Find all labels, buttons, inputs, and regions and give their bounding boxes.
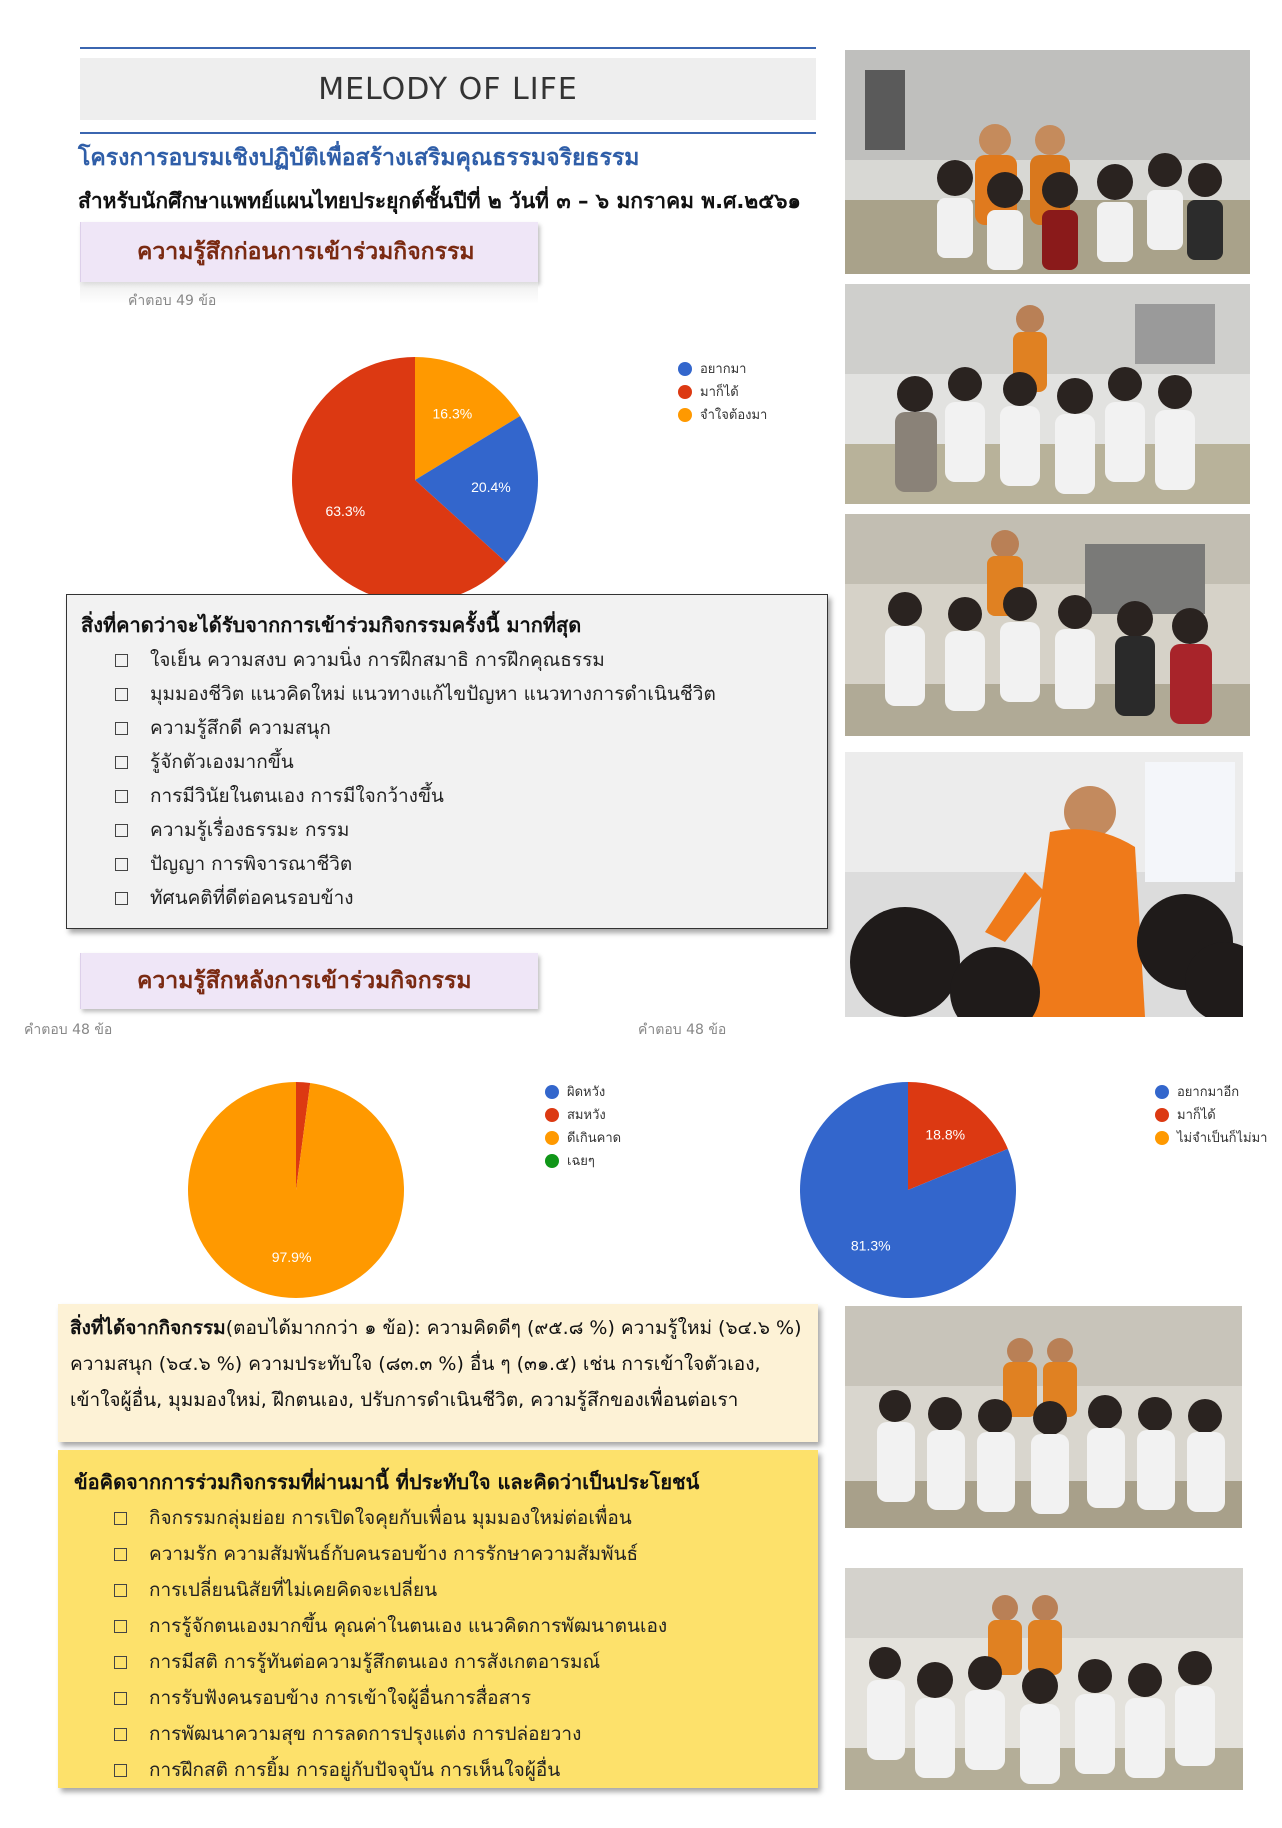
legend-label: มาก็ได้	[700, 385, 739, 400]
expectation-item	[115, 711, 716, 745]
legend-item	[678, 403, 767, 426]
monk-teaching-photo	[845, 752, 1243, 1017]
project-subtitle: สำหรับนักศึกษาแพทย์แผนไทยประยุกต์ชั้นปีที่ ๒ วันที่ ๓ – ๖ มกราคม พ.ศ.๒๕๖๑	[78, 189, 801, 213]
checkbox-bullet-icon	[115, 790, 128, 803]
group-photo-5-image	[845, 1306, 1242, 1528]
after-satisfaction-legend	[545, 1080, 621, 1172]
legend-item	[1155, 1080, 1267, 1103]
before-legend	[678, 357, 767, 426]
expectation-item	[115, 881, 716, 915]
legend-item	[1155, 1126, 1267, 1149]
legend-label: สมหวัง	[567, 1108, 606, 1123]
idea-item	[114, 1716, 667, 1752]
group-photo-5	[845, 1306, 1242, 1528]
legend-label: มาก็ได้	[1177, 1108, 1216, 1123]
expectation-item	[115, 745, 716, 779]
group-photo-6	[845, 1568, 1243, 1790]
pie-value-label: 81.3%	[850, 1237, 891, 1254]
after-return-pie-chart	[798, 1080, 1018, 1300]
expectation-item-text: มุมมองชีวิต แนวคิดใหม่ แนวทางแก้ไขปัญหา แนวทางการดำเนินชีวิต	[150, 683, 716, 705]
expectation-item	[115, 813, 716, 847]
checkbox-bullet-icon	[114, 1764, 127, 1777]
legend-swatch-icon	[545, 1131, 559, 1145]
gained-line-1-text: (ตอบได้มากกว่า ๑ ข้อ): ความคิดดีๆ (๙๕.๘ %) ความรู้ใหม่ (๖๔.๖ %)	[225, 1317, 802, 1339]
legend-swatch-icon	[1155, 1131, 1169, 1145]
legend-label: ผิดหวัง	[567, 1085, 606, 1100]
expectation-item-text: ใจเย็น ความสงบ ความนิ่ง การฝึกสมาธิ การฝึกคุณธรรม	[150, 649, 605, 671]
idea-item-text: การรู้จักตนเองมากขึ้น คุณค่าในตนเอง แนวคิดการพัฒนาตนเอง	[149, 1615, 668, 1637]
legend-label: อยากมาอีก	[1177, 1085, 1240, 1100]
before-response-count: คำตอบ 49 ข้อ	[128, 293, 217, 309]
checkbox-bullet-icon	[114, 1548, 127, 1561]
legend-item	[545, 1080, 621, 1103]
checkbox-bullet-icon	[114, 1620, 127, 1633]
checkbox-bullet-icon	[114, 1692, 127, 1705]
idea-item	[114, 1500, 667, 1536]
expectation-item-text: รู้จักตัวเองมากขึ้น	[150, 751, 294, 773]
pie-value-label: 63.3%	[325, 502, 366, 519]
legend-item	[545, 1149, 621, 1172]
expectation-title: สิ่งที่คาดว่าจะได้รับจากการเข้าร่วมกิจกรรมครั้งนี้ มากที่สุด	[81, 613, 582, 637]
checkbox-bullet-icon	[114, 1656, 127, 1669]
expectation-box	[66, 594, 828, 929]
checkbox-bullet-icon	[115, 824, 128, 837]
legend-swatch-icon	[1155, 1085, 1169, 1099]
checkbox-bullet-icon	[114, 1584, 127, 1597]
checkbox-bullet-icon	[115, 654, 128, 667]
expectation-item	[115, 847, 716, 881]
checkbox-bullet-icon	[114, 1728, 127, 1741]
idea-item	[114, 1572, 667, 1608]
after-satisfaction-pie-chart	[186, 1080, 406, 1300]
group-photo-2	[845, 284, 1250, 504]
checkbox-bullet-icon	[115, 892, 128, 905]
idea-item-text: กิจกรรมกลุ่มย่อย การเปิดใจคุยกับเพื่อน มุมมองใหม่ต่อเพื่อน	[149, 1507, 632, 1529]
ideas-list	[114, 1500, 667, 1788]
checkbox-bullet-icon	[114, 1512, 127, 1525]
expectation-item-text: ปัญญา การพิจารณาชีวิต	[150, 853, 353, 875]
expectation-item-text: การมีวินัยในตนเอง การมีใจกว้างขึ้น	[150, 785, 444, 807]
checkbox-bullet-icon	[115, 756, 128, 769]
expectation-list	[115, 643, 716, 915]
legend-label: เฉยๆ	[567, 1154, 595, 1169]
before-pie-chart	[290, 355, 540, 605]
group-photo-3-image	[845, 514, 1250, 736]
legend-swatch-icon	[1155, 1108, 1169, 1122]
gained-line-2: ความสนุก (๖๔.๖ %) ความประทับใจ (๘๓.๓ %) อื่น ๆ (๓๑.๕) เช่น การเข้าใจตัวเอง,	[70, 1353, 761, 1375]
expectation-item-text: ความรู้เรื่องธรรมะ กรรม	[150, 819, 350, 841]
idea-item-text: ความรัก ความสัมพันธ์กับคนรอบข้าง การรักษาความสัมพันธ์	[149, 1543, 639, 1565]
idea-item	[114, 1752, 667, 1788]
group-photo-2-image	[845, 284, 1250, 504]
monk-teaching-photo-image	[845, 752, 1243, 1017]
legend-swatch-icon	[678, 408, 692, 422]
idea-item-text: การเปลี่ยนนิสัยที่ไม่เคยคิดจะเปลี่ยน	[149, 1579, 438, 1601]
legend-item	[1155, 1103, 1267, 1126]
expectation-item-text: ทัศนคติที่ดีต่อคนรอบข้าง	[150, 887, 354, 909]
page-title: MELODY OF LIFE	[80, 58, 816, 120]
pie-value-label: 16.3%	[432, 405, 473, 422]
expectation-item	[115, 677, 716, 711]
expectation-item-text: ความรู้สึกดี ความสนุก	[150, 717, 331, 739]
ideas-box	[58, 1450, 818, 1788]
group-photo-6-image	[845, 1568, 1243, 1790]
idea-item	[114, 1644, 667, 1680]
idea-item-text: การมีสติ การรู้ทันต่อความรู้สึกตนเอง การสังเกตอารมณ์	[149, 1651, 601, 1673]
legend-swatch-icon	[545, 1108, 559, 1122]
pie-value-label: 97.9%	[271, 1248, 312, 1265]
legend-swatch-icon	[545, 1154, 559, 1168]
legend-swatch-icon	[678, 362, 692, 376]
gained-box	[58, 1304, 818, 1442]
legend-item	[545, 1103, 621, 1126]
gained-line-3: เข้าใจผู้อื่น, มุมมองใหม่, ฝึกตนเอง, ปรับการดำเนินชีวิต, ความรู้สึกของเพื่อนต่อเรา	[70, 1389, 739, 1411]
legend-item	[678, 357, 767, 380]
group-photo-1	[845, 50, 1250, 274]
expectation-item	[115, 643, 716, 677]
checkbox-bullet-icon	[115, 688, 128, 701]
idea-item-text: การพัฒนาความสุข การลดการปรุงแต่ง การปล่อยวาง	[149, 1723, 582, 1745]
group-photo-3	[845, 514, 1250, 736]
project-title: โครงการอบรมเชิงปฏิบัติเพื่อสร้างเสริมคุณธรรมจริยธรรม	[78, 145, 640, 171]
group-photo-1-image	[845, 50, 1250, 274]
gained-line-1	[70, 1310, 806, 1346]
legend-item	[545, 1126, 621, 1149]
after-response-count-left: คำตอบ 48 ข้อ	[24, 1022, 113, 1038]
pie-value-label: 18.8%	[925, 1126, 966, 1143]
legend-label: อยากมา	[700, 362, 747, 377]
pie-value-label: 20.4%	[471, 479, 511, 496]
gained-title: สิ่งที่ได้จากกิจกรรม	[70, 1317, 226, 1339]
legend-label: ดีเกินคาด	[567, 1131, 622, 1146]
idea-item-text: การรับฟังคนรอบข้าง การเข้าใจผู้อื่นการสื่อสาร	[149, 1687, 532, 1709]
before-section-label: ความรู้สึกก่อนการเข้าร่วมกิจกรรม	[80, 222, 538, 282]
after-response-count-right: คำตอบ 48 ข้อ	[638, 1022, 727, 1038]
legend-item	[678, 380, 767, 403]
idea-item	[114, 1608, 667, 1644]
legend-swatch-icon	[678, 385, 692, 399]
expectation-item	[115, 779, 716, 813]
checkbox-bullet-icon	[115, 858, 128, 871]
after-return-legend	[1155, 1080, 1267, 1149]
legend-swatch-icon	[545, 1085, 559, 1099]
header-rule-bottom	[80, 132, 816, 134]
idea-item	[114, 1536, 667, 1572]
legend-label: จำใจต้องมา	[700, 408, 768, 423]
legend-label: ไม่จำเป็นก็ไม่มา	[1177, 1131, 1268, 1146]
idea-item-text: การฝึกสติ การยิ้ม การอยู่กับปัจจุบัน การเห็นใจผู้อื่น	[149, 1759, 561, 1781]
header-rule-top	[80, 47, 816, 49]
checkbox-bullet-icon	[115, 722, 128, 735]
ideas-title: ข้อคิดจากการร่วมกิจกรรมที่ผ่านมานี้ ที่ประทับใจ และคิดว่าเป็นประโยชน์	[74, 1470, 700, 1494]
pie-slice	[188, 1082, 404, 1298]
after-section-label: ความรู้สึกหลังการเข้าร่วมกิจกรรม	[80, 953, 538, 1009]
idea-item	[114, 1680, 667, 1716]
